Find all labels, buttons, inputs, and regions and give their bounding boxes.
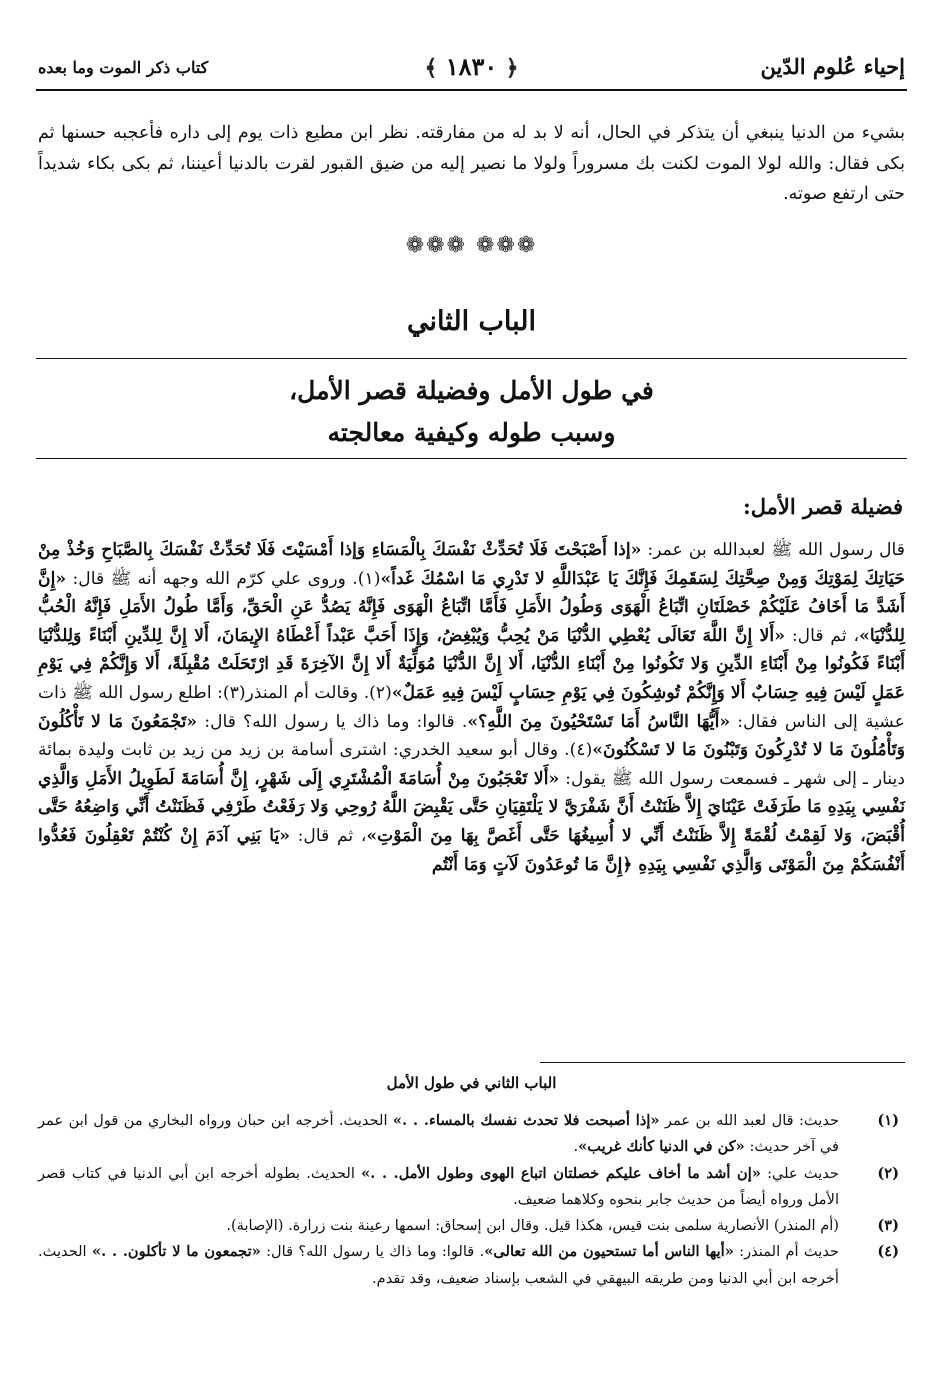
text-run: (١). وروى علي كرّم الله وجهه أنه ﷺ قال: [66,568,381,589]
footnote-text: الحديث. أخرجه ابن أبي الدنيا ومن طريقه البيهقي في الشعب بإسناد ضعيف، وقد تقدم. [38,1243,839,1287]
section-separator: ❁❁❁ ❁❁❁ [405,233,538,258]
header-rule [36,89,907,91]
subtitle-line-2: وسبب طوله وكيفية معالجته [327,418,616,447]
text-run: . قالوا: وما ذاك يا رسول الله؟ قال: [197,711,468,732]
page-number: ١٨٣٠ [445,52,498,81]
footnote-text: الحديث. بطوله أخرجه ابن أبي الدنيا في كتاب قصر الأمل ورواه أيضاً من حديث جابر بنحوه وكلاهما ضعيف. [38,1164,839,1208]
ornament-left-icon: ﴿ [505,55,519,81]
footnote-text: (أم المنذر) الأنصارية سلمى بنت قيس، هكذا قيل. وقال ابن إسحاق: اسمها رعينة بنت زرارة. (الإصابة). [226,1217,839,1235]
title-rule-bottom [36,458,907,459]
hadith-quote: «إذا أَصْبَحْتَ فَلَا تُحَدِّثْ نَفْسَكَ بِالْمَسَاءِ وَإذا أَمْسَيْتَ فَلَا تُحَدِّثْ نَفْسَكَ بِالصَّبَاحِ وَخُذْ مِنْ حَيَاتِكَ لِمَوْتِكَ وَمِنْ صِحَّتِكَ لِسَقَمِكَ فَإِنَّكَ يَا عَبْدَاللَّهِ لا تَدْرِي مَا اسْمُكَ غَداً» [38,540,905,589]
footnotes [38,1108,905,1292]
footnote-number: (٢) [877,1164,899,1182]
footnote-quote: «إذا أصبحت فلا تحدث نفسك بالمساء. . .» [392,1112,660,1129]
footnote-quote: «إن أشد ما أخاف عليكم خصلتان اتباع الهوى وطول الأمل. . .» [361,1164,761,1182]
footnote-number: (٤) [877,1243,899,1261]
hadith-quote: «يَا بَنِي آدَمَ إِنْ كُنْتُمْ تَعْقِلُونَ فَعُدُّوا أَنْفُسَكُمْ مِنَ الْمَوْتَى وَالَّذِي نَفْسِي بِيَدِهِ ﴿إِنَّ مَا تُوعَدُونَ لَآتٍ وَمَا أَنْتُم [38,825,905,875]
footnote-text: حديث أم المنذر: [733,1243,840,1261]
footnote-item [38,1108,905,1161]
footnote-number: (١) [877,1112,899,1129]
text-run: (٤). وقال أبو سعيد الخدري: اشترى أسامة بن زيد من زيد بن ثابت وليدة بمائة دينار ـ إلى شهر ـ فسمعت رسول الله ﷺ يقول: [38,740,905,789]
section-subtitle [0,370,943,454]
hadith-quote: «إِنَّ أَشَدَّ مَا أَخَافُ عَلَيْكُمْ خَصْلَتَانِ اتِّبَاعُ الْهَوَى وَطُولُ الأَمَلِ فَأَمَّا اتِّبَاعُ الْهَوَى فَإِنَّهُ يَصُدُّ عَنِ الْحَقِّ، وَأَمَّا طُولُ الأَمَلِ فَإِنَّهُ الْحُبُّ لِلدُّنْيَا» [38,568,905,646]
footnotes-title: الباب الثاني في طول الأمل [386,1074,557,1092]
hadith-quote: «أَيُّهَا النَّاسُ أَمَا تَسْتَحْيُونَ مِنَ اللَّهِ؟» [467,711,731,732]
footnote-quote: «تجمعون ما لا تأكلون. . .» [91,1243,261,1261]
footnote-text: . [573,1138,579,1156]
title-rule-top [36,358,907,359]
subtitle-line-1: في طول الأمل وفضيلة قصر الأمل، [289,376,654,405]
footnote-item [38,1239,905,1292]
hadith-quote: «تَجْمَعُونَ مَا لا تَأْكُلُونَ وَتَأْمُلُونَ مَا لا تُدْرِكُونَ وَتَبْنُونَ مَا لا تَسْكُنُونَ» [38,711,905,761]
running-header [38,52,905,92]
text-run: ، ثم قال: [289,825,367,846]
footnote-text: الحديث. أخرجه ابن حبان ورواه البخاري من قول ابن عمر في آخر حديث: [38,1112,839,1156]
hadith-quote: «أَلا إِنَّ اللَّهَ تَعَالَى يُعْطِي الدُّنْيَا مَنْ يُحِبُّ وَيُبْغِضُ، وَإِذَا أَحَبَّ عَبْداً أَعْطَاهُ الإِيمَانَ، أَلا إِنَّ لِلدِّينِ أَبْنَاءً وَلِلدُّنْيَا أَبْنَاءً فَكُونُوا مِنْ أَبْنَاءِ الدِّينِ وَلا تَكُونُوا مِنْ أَبْنَاءِ الدُّنْيَا، أَلا إِنَّ الدُّنْيَا مُوَلِّيَةٌ أَلا إِنَّ الآخِرَةَ قَدِ ارْتَحَلَتْ مُقْبِلَةً، أَلا وَإِنَّكُمْ فِي يَوْمِ عَمَلٍ لَيْسَ فِيهِ حِسَابٌ أَلا وَإِنَّكُمْ تُوشِكُونَ فِي يَوْمِ حِسَابٍ لَيْسَ فِيهِ عَمَلٌ» [38,625,905,703]
footnote-item [38,1161,905,1214]
hadith-quote: «أَلا تَعْجَبُونَ مِنْ أُسَامَةَ الْمُشْتَرِي إِلَى شَهْرٍ، إِنَّ أُسَامَةَ لَطَوِيلُ الأَمَلِ وَالَّذِي نَفْسِي بِيَدِهِ مَا طَرَفَتْ عَيْنَايَ إِلاَّ ظَنَنْتُ أَنَّ شَفْرَيَّ لا يَلْتَقِيَانِ حَتَّى يَقْبِضَ اللَّهُ رُوحِي وَلا رَفَعْتُ طَرْفِي فَظَنَنْتُ أَنِّي وَاضِعُهُ حَتَّى أُقْبَضَ، وَلا لَقِمْتُ لُقْمَةً إِلاَّ ظَنَنْتُ أَنِّي لا أُسِيغُهَا حَتَّى أَغَصَّ بِهَا مِنَ الْمَوْتِ» [38,768,905,846]
text-run: ، ثم قال: [784,625,860,646]
main-text [38,536,905,879]
footnote-text: حديث: قال لعبد الله بن عمر [659,1112,839,1129]
page-number-ornament [424,52,518,81]
footnote-quote: «كن في الدنيا كأنك غريب» [578,1138,745,1156]
section-title: الباب الثاني [406,306,537,337]
footnote-quote: «أيها الناس أما تستحيون من الله تعالى» [484,1243,734,1261]
ornament-right-icon: ﴾ [424,55,438,81]
footnote-text: . قالوا: وما ذاك يا رسول الله؟ قال: [260,1243,485,1261]
footnote-rule [540,1062,905,1063]
subheading: فضيلة قصر الأمل: [743,494,903,519]
chapter-title: كتاب ذكر الموت وما بعده [38,58,209,77]
text-run: (٢). وقالت أم المنذر(٣): اطلع رسول الله ﷺ ذات عشية إلى الناس فقال: [38,682,905,732]
text-run: قال رسول الله ﷺ لعبدالله بن عمر: [641,540,906,560]
footnote-text: حديث علي: [760,1164,839,1182]
footnote-number: (٣) [877,1217,899,1235]
book-title: إحياء عُلوم الدّين [760,54,905,79]
footnote-item [38,1213,905,1239]
intro-paragraph: بشيء من الدنيا ينبغي أن يتذكر في الحال، أنه لا بد له من مفارقته. نظر ابن مطيع ذات يوم إلى داره فأعجبه حسنها ثم بكى فقال: والله لولا الموت لكنت بك مسروراً ولولا ما نصير إليه من ضيق القبور لقرت بالدنيا أعيننا، ثم بكى بكاء شديداً حتى ارتفع صوته. [38,123,905,205]
